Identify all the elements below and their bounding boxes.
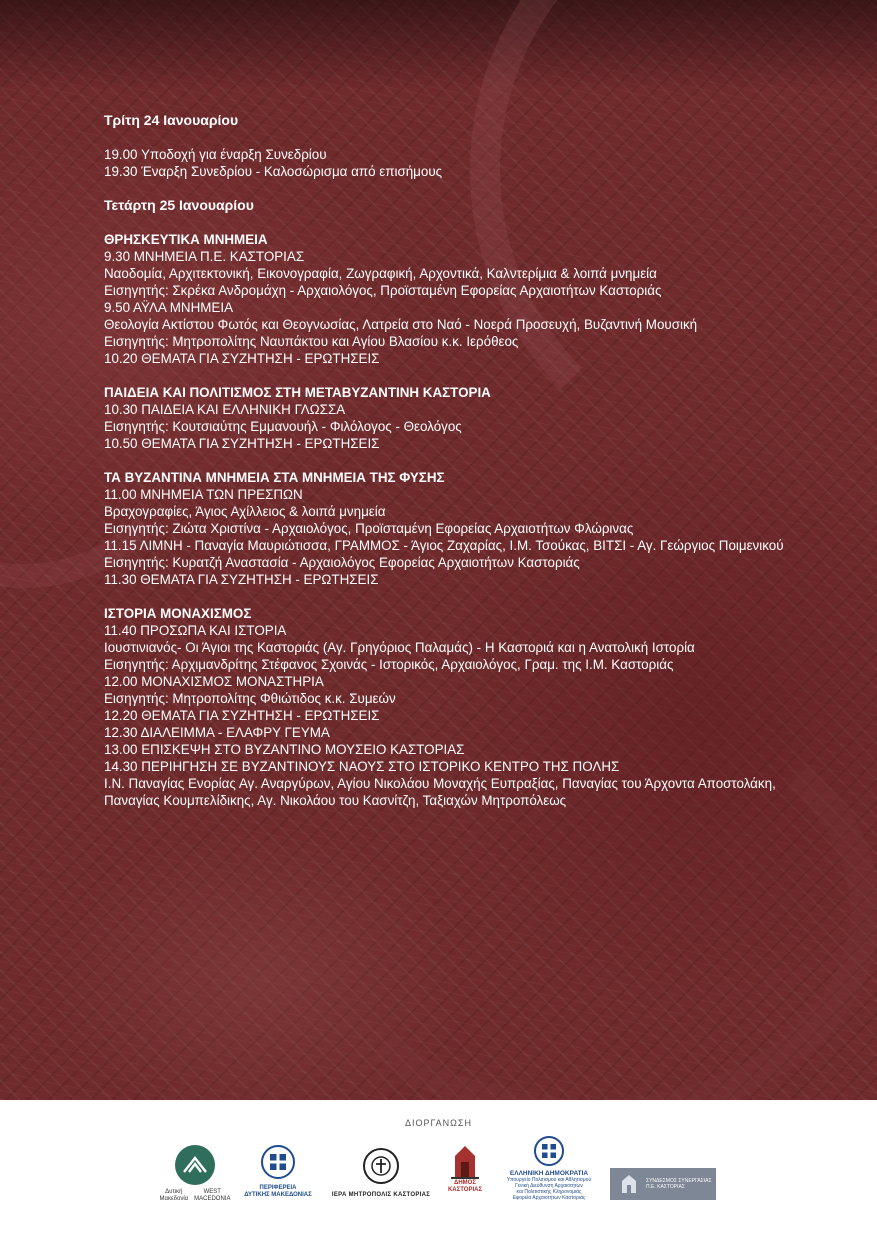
section-title: ΤΑ ΒΥΖΑΝΤΙΝΑ ΜΝΗΜΕΙΑ ΣΤΑ ΜΝΗΜΕΙΑ ΤΗΣ ΦΥΣΗΣ: [104, 470, 445, 485]
syndesmos-logo: [610, 1168, 716, 1200]
ministry-culture-logo: [494, 1136, 604, 1201]
metropolis-seal-icon: [363, 1148, 399, 1184]
logo-caption: ΔΥΤΙΚΗΣ ΜΑΚΕΔΟΝΙΑΣ: [244, 1192, 312, 1198]
programme-line: 12.00 ΜΟΝΑΧΙΣΜΟΣ ΜΟΝΑΣΤΗΡΙΑ: [104, 674, 324, 689]
dimos-emblem-icon: [447, 1142, 483, 1180]
logo-caption: ΙΕΡΑ ΜΗΤΡΟΠΟΛΙΣ ΚΑΣΤΟΡΙΑΣ: [331, 1192, 431, 1198]
logo-caption: Π.Ε. ΚΑΣΤΟΡΙΑΣ: [646, 1184, 685, 1190]
programme-line: 11.40 ΠΡΟΣΩΠΑ ΚΑΙ ΙΣΤΟΡΙΑ: [104, 623, 287, 638]
west-macedonia-logo: [160, 1145, 230, 1203]
programme-line: Εισηγητής: Αρχιμανδρίτης Στέφανος Σχοινάς - Ιστορικός, Αρχαιολόγος, Γραμ. της Ι.Μ. Καστοριάς: [104, 657, 674, 672]
metropolis-logo: [326, 1148, 436, 1199]
logo-caption: ΚΑΣΤΟΡΙΑΣ: [447, 1187, 483, 1193]
programme-line: Εισηγητής: Μητροπολίτης Ναυπάκτου και Αγίου Βλασίου κ.κ. Ιερόθεος: [104, 334, 519, 349]
programme-line: 11.00 ΜΝΗΜΕΙΑ ΤΩΝ ΠΡΕΣΠΩΝ: [104, 487, 303, 502]
greek-emblem-icon: [261, 1145, 295, 1179]
perifereia-logo: [236, 1145, 320, 1199]
programme-line: Ιουστινιανός- Οι Άγιοι της Καστοριάς (Αγ. Γρηγόριος Παλαμάς) - Η Καστοριά και η Ανατολική Ιστορία: [104, 640, 695, 655]
day-1-heading: Τρίτη 24 Ιανουαρίου: [104, 112, 239, 128]
programme-line: 9.50 ΑΫΛΑ ΜΝΗΜΕΙΑ: [104, 300, 234, 315]
logo-caption: ΔΗΜΟΣ: [454, 1180, 476, 1186]
logo-caption: Εφορεία Αρχαιοτήτων Καστοριάς: [512, 1195, 586, 1201]
programme-text: [104, 112, 804, 809]
logo-caption: ΕΛΛΗΝΙΚΗ ΔΗΜΟΚΡΑΤΙΑ: [509, 1170, 589, 1177]
programme-line: Ι.Ν. Παναγίας Ενορίας Αγ. Αναργύρων, Αγίου Νικολάου Μοναχής Ευπραξίας, Παναγίας του Άρχοντα Αποστολάκη, Παναγίας Κουμπελίδικης, Αγ. Νικολάου του Κασνίτζη, Ταξιαχών Μητροπόλεως: [104, 776, 776, 808]
logo-caption: Γενική Διεύθυνση Αρχαιοτήτων: [515, 1183, 583, 1189]
day-2-heading: Τετάρτη 25 Ιανουαρίου: [104, 197, 254, 213]
section-title: ΙΣΤΟΡΙΑ ΜΟΝΑΧΙΣΜΟΣ: [104, 606, 252, 621]
programme-line: 10.50 ΘΕΜΑΤΑ ΓΙΑ ΣΥΖΗΤΗΣΗ - ΕΡΩΤΗΣΕΙΣ: [104, 436, 380, 451]
programme-line: 10.30 ΠΑΙΔΕΙΑ ΚΑΙ ΕΛΛΗΝΙΚΗ ΓΛΩΣΣΑ: [104, 402, 346, 417]
dimos-kastorias-logo: [440, 1142, 490, 1194]
programme-line: 13.00 ΕΠΙΣΚΕΨΗ ΣΤΟ ΒΥΖΑΝΤΙΝΟ ΜΟΥΣΕΙΟ ΚΑΣΤΟΡΙΑΣ: [104, 742, 465, 757]
programme-line: Εισηγητής: Σκρέκα Ανδρομάχη - Αρχαιολόγος, Προϊσταμένη Εφορείας Αρχαιοτήτων Καστοριάς: [104, 283, 662, 298]
west-macedonia-emblem-icon: [175, 1145, 215, 1185]
logo-caption: WEST MACEDONIA: [194, 1189, 231, 1202]
logo-caption: ΠΕΡΙΦΕΡΕΙΑ: [259, 1185, 297, 1191]
programme-line: Θεολογία Ακτίστου Φωτός και Θεογνωσίας, Λατρεία στο Ναό - Νοερά Προσευχή, Βυζαντινή Μουσική: [104, 317, 698, 332]
section-title: ΠΑΙΔΕΙΑ ΚΑΙ ΠΟΛΙΤΙΣΜΟΣ ΣΤΗ ΜΕΤΑΒΥΖΑΝΤΙΝΗ ΚΑΣΤΟΡΙΑ: [104, 385, 491, 400]
programme-line: 12.20 ΘΕΜΑΤΑ ΓΙΑ ΣΥΖΗΤΗΣΗ - ΕΡΩΤΗΣΕΙΣ: [104, 708, 380, 723]
programme-line: Εισηγητής: Μητροπολίτης Φθιώτιδος κ.κ. Συμεών: [104, 691, 396, 706]
programme-line: Εισηγητής: Ζιώτα Χριστίνα - Αρχαιολόγος, Προϊσταμένη Εφορείας Αρχαιοτήτων Φλώρινας: [104, 521, 634, 536]
programme-line: 19.00 Υποδοχή για έναρξη Συνεδρίου: [104, 147, 327, 162]
logo-caption: και Πολιτιστικής Κληρονομιάς: [516, 1189, 582, 1195]
organizers-footer: [0, 1100, 877, 1241]
programme-line: 14.30 ΠΕΡΙΗΓΗΣΗ ΣΕ ΒΥΖΑΝΤΙΝΟΥΣ ΝΑΟΥΣ ΣΤΟ ΙΣΤΟΡΙΚΟ ΚΕΝΤΡΟ ΤΗΣ ΠΟΛΗΣ: [104, 759, 620, 774]
programme-line: Ναοδομία, Αρχιτεκτονική, Εικονογραφία, Ζωγραφική, Αρχοντικά, Καλντερίμια & λοιπά μνημεία: [104, 266, 657, 281]
programme-line: 11.15 ΛΙΜΝΗ - Παναγία Μαυριώτισσα, ΓΡΑΜΜΟΣ - Άγιος Ζαχαρίας, Ι.Μ. Τσούκας, ΒΙΤΣΙ - Αγ. Γεώργιος Ποιμενικού: [104, 538, 784, 553]
syndesmos-emblem-icon: [618, 1173, 640, 1195]
logo-caption: Υπουργείο Πολιτισμού και Αθλητισμού: [506, 1177, 592, 1183]
section-title: ΘΡΗΣΚΕΥΤΙΚΑ ΜΝΗΜΕΙΑ: [104, 232, 268, 247]
logo-caption: ΣΥΝΔΕΣΜΟΣ ΣΥΝΕΡΓΑΣΙΑΣ: [646, 1178, 712, 1184]
programme-line: Εισηγητής: Κουτσιαύτης Εμμανουήλ - Φιλόλογος - Θεολόγος: [104, 419, 462, 434]
greek-emblem-icon: [534, 1136, 564, 1166]
logo-caption: Δυτική Μακεδονία: [159, 1189, 189, 1202]
programme-line: 12.30 ΔΙΑΛΕΙΜΜΑ - ΕΛΑΦΡΥ ΓΕΥΜΑ: [104, 725, 330, 740]
programme-line: Βραχογραφίες, Άγιος Αχίλλειος & λοιπά μνημεία: [104, 504, 386, 519]
organizers-label: ΔΙΟΡΓΑΝΩΣΗ: [405, 1118, 472, 1128]
programme-line: Εισηγητής: Κυρατζή Αναστασία - Αρχαιολόγος Εφορείας Αρχαιοτήτων Καστοριάς: [104, 555, 580, 570]
programme-line: 19.30 Έναρξη Συνεδρίου - Καλοσώρισμα από επισήμους: [104, 164, 443, 179]
programme-line: 11.30 ΘΕΜΑΤΑ ΓΙΑ ΣΥΖΗΤΗΣΗ - ΕΡΩΤΗΣΕΙΣ: [104, 572, 379, 587]
programme-line: 10.20 ΘΕΜΑΤΑ ΓΙΑ ΣΥΖΗΤΗΣΗ - ΕΡΩΤΗΣΕΙΣ: [104, 351, 380, 366]
programme-line: 9.30 ΜΝΗΜΕΙΑ Π.Ε. ΚΑΣΤΟΡΙΑΣ: [104, 249, 305, 264]
